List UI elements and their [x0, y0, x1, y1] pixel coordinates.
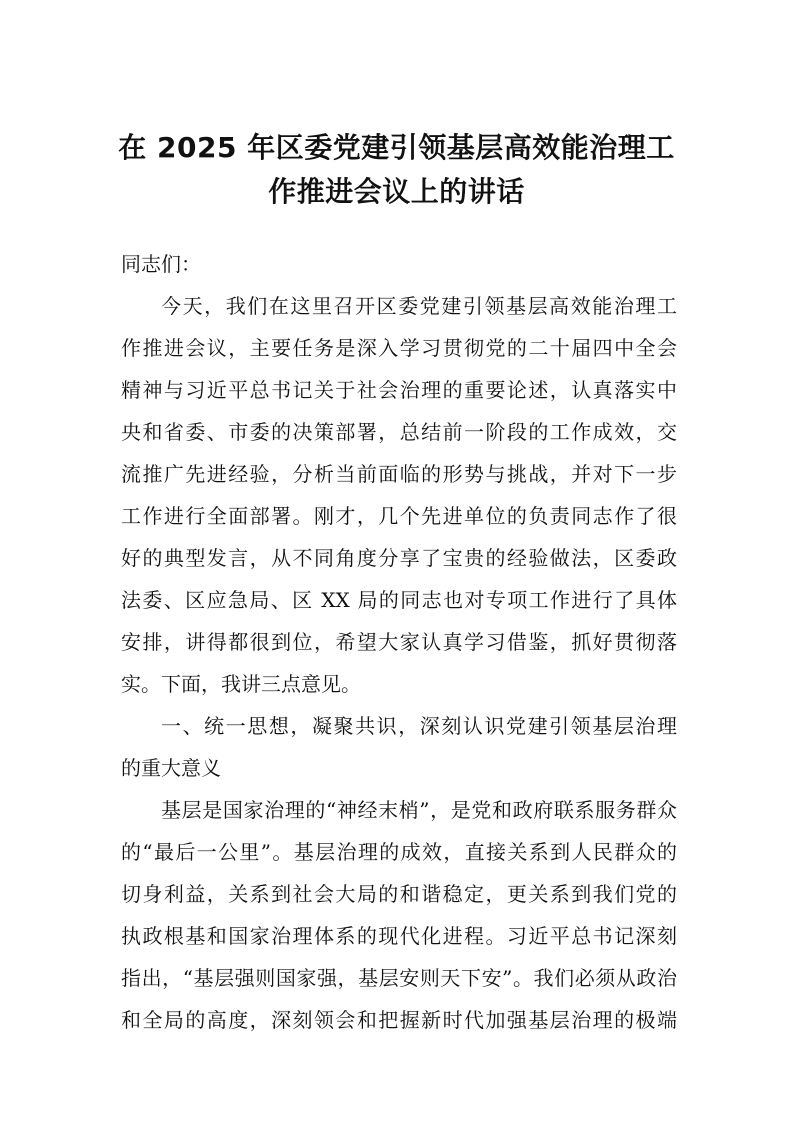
body-line: 法委、区应急局、区 XX 局的同志也对专项工作进行了具体	[121, 588, 677, 612]
body-line: 今天，我们在这里召开区委党建引领基层高效能治理工	[161, 294, 677, 318]
body-line: 流推广先进经验，分析当前面临的形势与挑战，并对下一步	[121, 462, 677, 486]
body-line: 安排，讲得都很到位，希望大家认真学习借鉴，抓好贯彻落	[121, 630, 677, 654]
body-line: 作推进会议，主要任务是深入学习贯彻党的二十届四中全会	[121, 336, 677, 360]
body-line: 好的典型发言，从不同角度分享了宝贵的经验做法，区委政	[121, 546, 677, 570]
body-line: 实。下面，我讲三点意见。	[121, 672, 361, 696]
body-line: 指出，“基层强则国家强，基层安则天下安”。我们必须从政治	[121, 966, 677, 990]
body-line: 切身利益，关系到社会大局的和谐稳定，更关系到我们党的	[121, 882, 677, 906]
body-line: 基层是国家治理的“神经末梢”，是党和政府联系服务群众	[161, 798, 677, 822]
document-title-line-2: 作推进会议上的讲话	[268, 175, 525, 208]
body-line: 精神与习近平总书记关于社会治理的重要论述，认真落实中	[121, 378, 677, 402]
body-line: 工作进行全面部署。刚才，几个先进单位的负责同志作了很	[121, 504, 677, 528]
section-heading-line: 的重大意义	[121, 756, 221, 780]
salutation: 同志们：	[121, 252, 201, 276]
document-title-line-1: 在 2025 年区委党建引领基层高效能治理工	[118, 131, 675, 164]
body-line: 的“最后一公里”。基层治理的成效，直接关系到人民群众的	[121, 840, 677, 864]
body-line: 央和省委、市委的决策部署，总结前一阶段的工作成效，交	[121, 420, 677, 444]
body-line: 和全局的高度，深刻领会和把握新时代加强基层治理的极端	[121, 1008, 677, 1032]
body-line: 执政根基和国家治理体系的现代化进程。习近平总书记深刻	[121, 924, 677, 948]
section-heading-line: 一、统一思想，凝聚共识，深刻认识党建引领基层治理	[161, 714, 677, 738]
